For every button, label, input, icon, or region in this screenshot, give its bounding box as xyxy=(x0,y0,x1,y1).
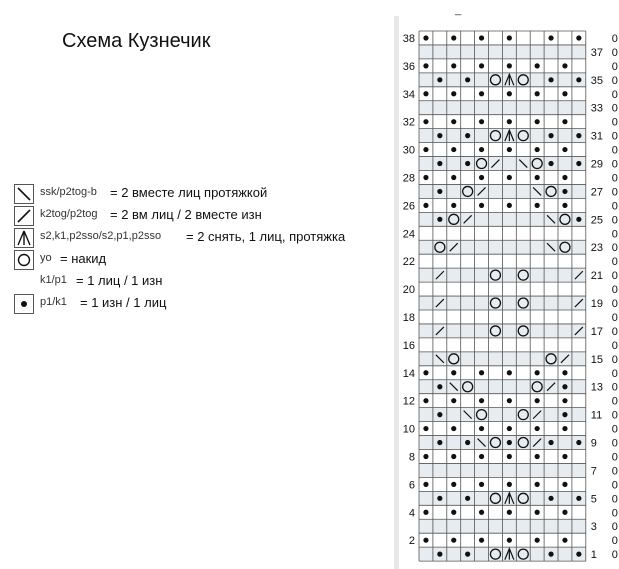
purl-dot-mark xyxy=(423,35,428,40)
purl-dot-mark xyxy=(548,440,553,445)
row-label-even: 12 xyxy=(402,395,415,408)
legend-description: = 2 снять, 1 лиц, протяжка xyxy=(186,229,346,244)
row-label-odd: 19 xyxy=(590,298,604,311)
row-count-zero: 0 xyxy=(611,507,618,520)
purl-dot-mark xyxy=(535,426,540,431)
purl-dot-mark xyxy=(423,91,428,96)
purl-dot-mark xyxy=(437,496,442,501)
purl-dot-mark xyxy=(507,203,512,208)
legend-description: = 2 вместе лиц протяжкой xyxy=(110,185,268,200)
row-label-odd: 33 xyxy=(590,102,604,115)
purl-dot-mark xyxy=(507,538,512,543)
row-label-even: 38 xyxy=(402,32,415,45)
row-count-zero: 0 xyxy=(611,116,618,129)
purl-dot-mark xyxy=(562,538,567,543)
row-label-even: 24 xyxy=(402,228,415,241)
legend-code: ssk/p2tog-b xyxy=(40,186,97,198)
purl-dot-mark xyxy=(451,63,456,68)
row-label-even: 16 xyxy=(402,339,415,352)
purl-dot-mark xyxy=(423,370,428,375)
purl-dot-mark xyxy=(562,482,567,487)
row-label-odd: 3 xyxy=(590,521,597,534)
purl-dot-mark xyxy=(437,189,442,194)
row-label-even: 30 xyxy=(402,144,415,157)
row-count-zero: 0 xyxy=(611,214,618,227)
purl-dot-mark xyxy=(576,440,581,445)
purl-dot-mark xyxy=(576,217,581,222)
purl-dot-mark xyxy=(576,35,581,40)
purl-dot-mark xyxy=(507,426,512,431)
purl-dot-mark xyxy=(423,203,428,208)
row-label-odd: 21 xyxy=(590,270,604,283)
purl-dot-mark xyxy=(562,510,567,515)
purl-dot-mark xyxy=(451,426,456,431)
purl-dot-mark xyxy=(562,189,567,194)
row-count-zero: 0 xyxy=(611,535,618,548)
row-label-even: 32 xyxy=(402,116,415,129)
row-label-even: 6 xyxy=(408,479,415,492)
row-label-odd: 7 xyxy=(590,465,597,478)
purl-dot-mark xyxy=(535,454,540,459)
purl-dot-mark xyxy=(576,496,581,501)
purl-dot-mark xyxy=(562,63,567,68)
row-count-zero: 0 xyxy=(611,88,618,101)
purl-dot-mark xyxy=(562,412,567,417)
legend-description: = 2 вм лиц / 2 вместе изн xyxy=(110,207,262,222)
row-label-odd: 31 xyxy=(590,130,604,143)
purl-dot-mark xyxy=(423,147,428,152)
purl-dot-mark xyxy=(562,91,567,96)
row-count-zero: 0 xyxy=(611,451,618,464)
purl-dot-mark xyxy=(576,133,581,138)
row-label-odd: 9 xyxy=(590,437,597,450)
purl-dot-mark xyxy=(465,133,470,138)
purl-dot-mark xyxy=(576,161,581,166)
purl-dot-mark xyxy=(548,552,553,557)
chart-title: Схема Кузнечик xyxy=(62,30,211,52)
row-count-zero: 0 xyxy=(611,102,618,115)
purl-dot-mark xyxy=(479,147,484,152)
purl-dot-mark xyxy=(451,398,456,403)
legend-code: k2tog/p2tog xyxy=(40,208,98,220)
row-count-zero: 0 xyxy=(611,270,618,283)
row-label-odd: 23 xyxy=(590,242,604,255)
purl-dot-mark xyxy=(479,119,484,124)
purl-dot-mark xyxy=(465,496,470,501)
top-mark: _ xyxy=(455,4,462,16)
row-count-zero: 0 xyxy=(611,437,618,450)
purl-dot-mark xyxy=(437,384,442,389)
purl-dot-mark xyxy=(562,370,567,375)
row-label-odd: 17 xyxy=(590,325,604,338)
purl-dot-mark xyxy=(423,426,428,431)
purl-dot-mark xyxy=(576,552,581,557)
purl-dot-mark xyxy=(423,538,428,543)
legend-code: s2,k1,p2sso/s2,p1,p2sso xyxy=(40,230,162,242)
purl-dot-mark xyxy=(451,147,456,152)
row-label-even: 36 xyxy=(402,60,415,73)
purl-dot-mark xyxy=(451,91,456,96)
purl-dot-mark xyxy=(479,510,484,515)
purl-dot-mark xyxy=(535,63,540,68)
purl-dot-mark xyxy=(479,63,484,68)
purl-dot-mark xyxy=(535,370,540,375)
row-count-zero: 0 xyxy=(611,242,618,255)
purl-dot-mark xyxy=(548,496,553,501)
purl-dot-mark xyxy=(451,35,456,40)
purl-dot-mark xyxy=(548,77,553,82)
row-count-zero: 0 xyxy=(611,298,618,311)
purl-dot-mark xyxy=(507,440,512,445)
purl-dot-mark xyxy=(479,426,484,431)
purl-dot-mark xyxy=(562,398,567,403)
purl-dot-mark xyxy=(507,510,512,515)
purl-dot-mark xyxy=(479,482,484,487)
purl-dot-mark xyxy=(562,147,567,152)
row-label-odd: 15 xyxy=(590,353,604,366)
purl-dot-mark xyxy=(535,91,540,96)
row-count-zero: 0 xyxy=(611,311,618,324)
purl-dot-mark xyxy=(451,203,456,208)
purl-dot-mark xyxy=(507,454,512,459)
row-count-zero: 0 xyxy=(611,32,618,45)
row-count-zero: 0 xyxy=(611,325,618,338)
row-label-odd: 5 xyxy=(590,493,597,506)
purl-dot-mark xyxy=(479,370,484,375)
purl-dot-mark xyxy=(507,119,512,124)
purl-dot-mark xyxy=(479,91,484,96)
purl-dot-mark xyxy=(479,175,484,180)
purl-dot-mark xyxy=(437,133,442,138)
purl-dot-mark xyxy=(507,35,512,40)
purl-dot-mark xyxy=(437,161,442,166)
purl-dot-mark xyxy=(451,538,456,543)
row-count-zero: 0 xyxy=(611,549,618,562)
purl-dot-mark xyxy=(548,35,553,40)
purl-dot-mark xyxy=(507,63,512,68)
row-label-even: 22 xyxy=(402,256,415,269)
purl-dot-mark xyxy=(535,203,540,208)
row-count-zero: 0 xyxy=(611,130,618,143)
purl-dot-mark xyxy=(507,175,512,180)
row-count-zero: 0 xyxy=(611,521,618,534)
purl-dot-mark xyxy=(479,398,484,403)
purl-dot-mark xyxy=(465,440,470,445)
row-count-zero: 0 xyxy=(611,479,618,492)
row-count-zero: 0 xyxy=(611,172,618,185)
row-label-odd: 35 xyxy=(590,74,604,87)
purl-dot-mark xyxy=(437,440,442,445)
purl-dot-mark xyxy=(437,217,442,222)
row-label-even: 8 xyxy=(408,451,415,464)
purl-dot-mark xyxy=(423,175,428,180)
purl-dot-mark xyxy=(535,538,540,543)
purl-dot-mark xyxy=(535,398,540,403)
row-count-zero: 0 xyxy=(611,256,618,269)
legend-description: = 1 лиц / 1 изн xyxy=(76,273,163,288)
row-label-odd: 29 xyxy=(590,158,604,171)
purl-dot-mark xyxy=(562,426,567,431)
purl-dot-mark xyxy=(507,147,512,152)
purl-dot-mark xyxy=(562,203,567,208)
purl-dot-mark xyxy=(423,454,428,459)
row-count-zero: 0 xyxy=(611,395,618,408)
purl-dot-mark xyxy=(535,147,540,152)
row-count-zero: 0 xyxy=(611,493,618,506)
row-label-odd: 11 xyxy=(590,409,603,422)
row-count-zero: 0 xyxy=(611,158,618,171)
row-label-even: 14 xyxy=(402,367,415,380)
purl-dot-mark xyxy=(465,552,470,557)
row-label-odd: 37 xyxy=(590,46,604,59)
row-count-zero: 0 xyxy=(611,186,618,199)
legend-description: = 1 изн / 1 лиц xyxy=(80,295,167,310)
purl-dot-mark xyxy=(562,454,567,459)
purl-dot-mark xyxy=(535,175,540,180)
row-label-even: 18 xyxy=(402,311,415,324)
row-count-zero: 0 xyxy=(611,46,618,59)
purl-dot-mark xyxy=(562,119,567,124)
purl-dot-mark xyxy=(562,384,567,389)
purl-dot-mark xyxy=(451,454,456,459)
purl-dot-mark xyxy=(423,63,428,68)
row-label-even: 2 xyxy=(408,535,415,548)
row-label-odd: 27 xyxy=(590,186,604,199)
purl-dot-mark xyxy=(507,370,512,375)
purl-dot-mark xyxy=(535,482,540,487)
purl-dot-mark xyxy=(535,510,540,515)
row-label-even: 10 xyxy=(402,423,415,436)
row-count-zero: 0 xyxy=(611,200,618,213)
row-label-odd: 1 xyxy=(590,549,597,562)
purl-dot-mark xyxy=(562,175,567,180)
purl-dot-mark xyxy=(437,552,442,557)
purl-dot-mark xyxy=(479,538,484,543)
purl-dot-mark xyxy=(548,133,553,138)
row-count-zero: 0 xyxy=(611,74,618,87)
row-label-even: 4 xyxy=(408,507,415,520)
purl-dot-mark xyxy=(507,91,512,96)
purl-dot-mark xyxy=(576,77,581,82)
purl-dot-mark xyxy=(451,482,456,487)
row-label-odd: 13 xyxy=(590,381,604,394)
purl-dot-mark xyxy=(465,77,470,82)
row-label-odd: 25 xyxy=(590,214,604,227)
row-label-even: 28 xyxy=(402,172,415,185)
purl-dot-mark xyxy=(507,482,512,487)
row-count-zero: 0 xyxy=(611,60,618,73)
row-count-zero: 0 xyxy=(611,353,618,366)
legend-code: yo xyxy=(40,252,52,264)
purl-dot-mark xyxy=(479,454,484,459)
row-count-zero: 0 xyxy=(611,144,618,157)
purl-dot-mark xyxy=(423,398,428,403)
row-count-zero: 0 xyxy=(611,367,618,380)
purl-dot-mark xyxy=(548,161,553,166)
purl-dot-mark xyxy=(423,510,428,515)
row-count-zero: 0 xyxy=(611,284,618,297)
purl-dot-mark xyxy=(465,161,470,166)
purl-dot-mark xyxy=(423,482,428,487)
purl-dot-mark xyxy=(451,370,456,375)
purl-dot-mark xyxy=(479,203,484,208)
purl-dot-mark xyxy=(535,119,540,124)
legend-code: p1/k1 xyxy=(40,296,67,308)
purl-dot-mark xyxy=(507,398,512,403)
legend-description: = накид xyxy=(60,251,107,266)
row-count-zero: 0 xyxy=(611,228,618,241)
row-label-even: 34 xyxy=(402,88,415,101)
purl-dot-mark xyxy=(479,35,484,40)
purl-dot-mark xyxy=(423,119,428,124)
row-label-even: 26 xyxy=(402,200,415,213)
row-count-zero: 0 xyxy=(611,409,618,422)
row-count-zero: 0 xyxy=(611,339,618,352)
purl-dot-mark xyxy=(437,77,442,82)
purl-dot-mark xyxy=(451,175,456,180)
row-count-zero: 0 xyxy=(611,465,618,478)
purl-dot-mark xyxy=(451,510,456,515)
purl-dot-mark xyxy=(451,119,456,124)
row-label-even: 20 xyxy=(402,284,415,297)
row-count-zero: 0 xyxy=(611,423,618,436)
legend-code: k1/p1 xyxy=(40,274,67,286)
row-count-zero: 0 xyxy=(611,381,618,394)
purl-dot-mark xyxy=(437,412,442,417)
